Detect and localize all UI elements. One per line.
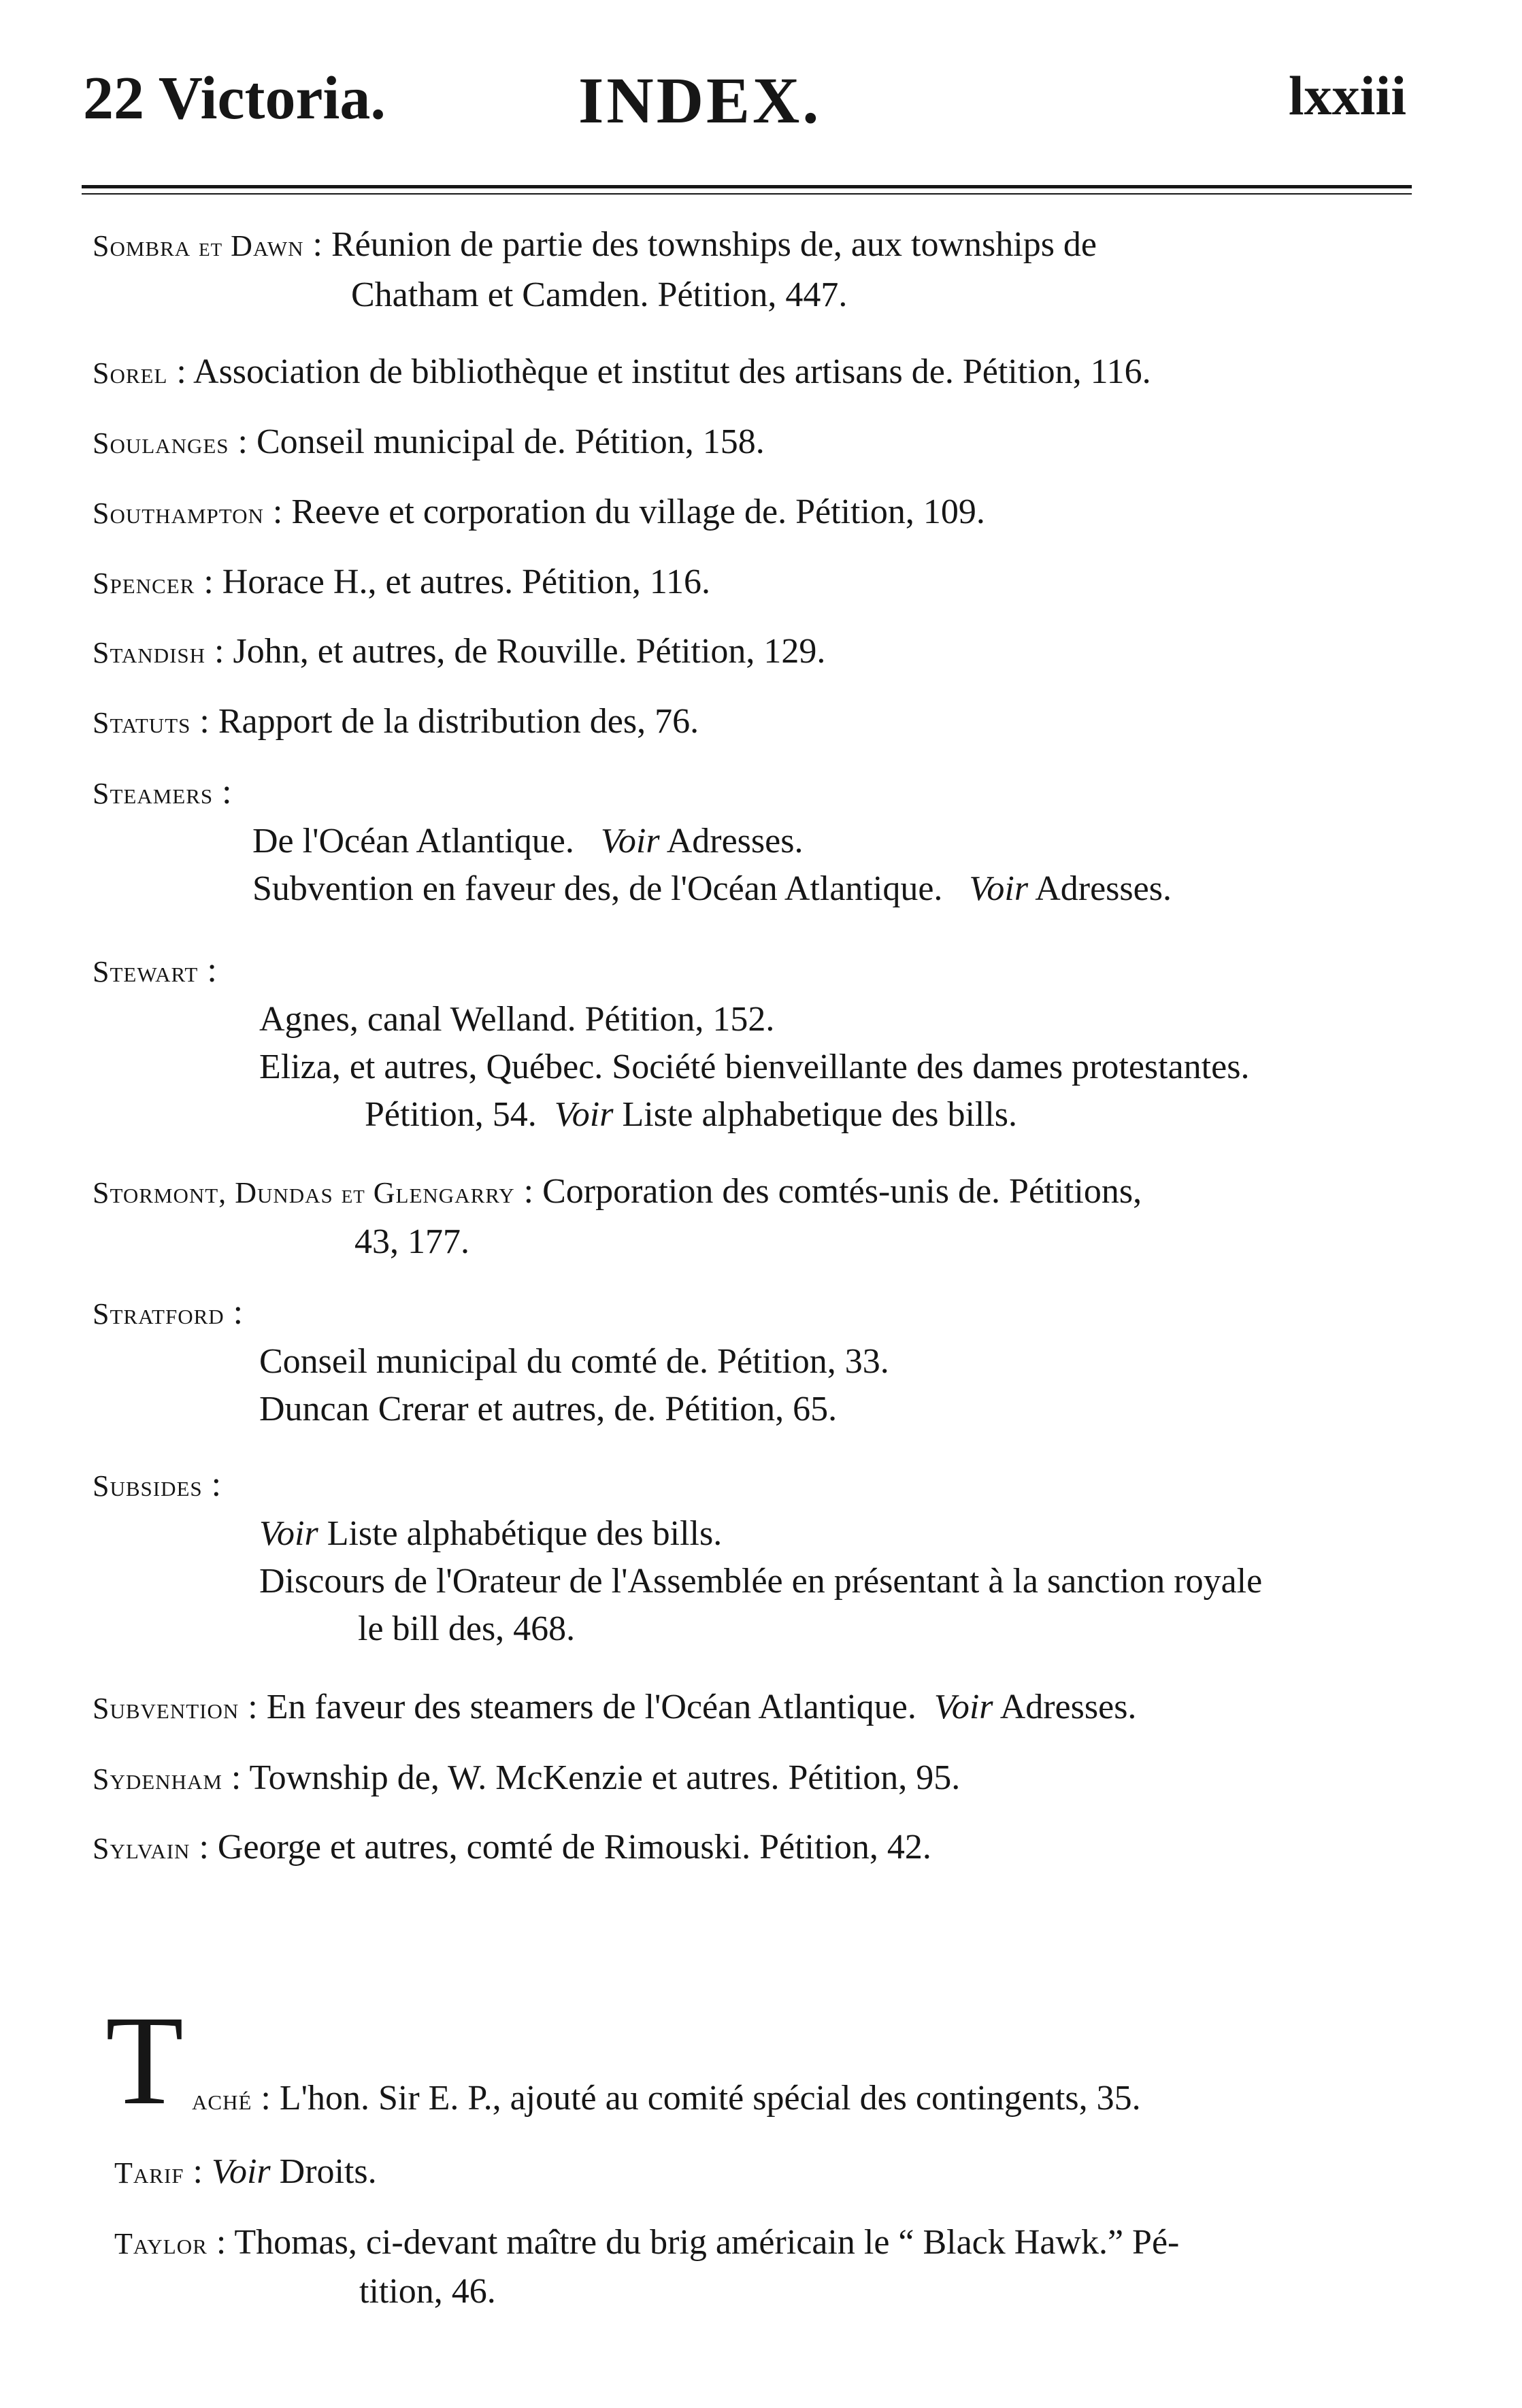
sub-entry: Voir Liste alphabétique des bills. (259, 1514, 723, 1553)
sub-entry: Subvention en faveur des, de l'Océan Atlantique. Voir Adresses. (252, 869, 1172, 908)
entry-line (93, 221, 1436, 271)
entry-text: L'hon. Sir E. P., ajouté au comité spécial des contingents, 35. (279, 2079, 1141, 2118)
index-entry-southampton (93, 488, 1436, 537)
heading-separator: : (272, 492, 283, 531)
entry-heading: Statuts (93, 706, 191, 739)
see-reference: Voir (211, 2152, 271, 2191)
heading-part: Dawn (231, 229, 304, 263)
index-entry-stewart (93, 947, 1436, 1139)
heading-separator: : (237, 422, 248, 461)
heading-separator: : (261, 2079, 271, 2118)
entry-text: Droits. (279, 2152, 377, 2191)
see-reference: Voir (600, 822, 660, 860)
entry-text: Thomas, ci-devant maître du brig américain le “ Black Hawk.” Pé- (234, 2223, 1180, 2262)
see-reference: Voir (969, 869, 1029, 908)
heading-separator: : (523, 1172, 534, 1211)
heading-separator: : (176, 352, 186, 391)
entry-text: Township de, W. McKenzie et autres. Pétition, 95. (249, 1758, 961, 1797)
entry-heading: Subsides (93, 1469, 203, 1503)
index-entry-sorel (93, 348, 1436, 397)
entry-heading: Soulanges (93, 427, 229, 460)
sub-entry: Duncan Crerar et autres, de. Pétition, 65. (259, 1390, 838, 1428)
heading-separator: : (203, 563, 214, 601)
sub-entry-continued: Pétition, 54. Voir Liste alphabetique des bills. (365, 1095, 1018, 1134)
index-entry-standish (93, 628, 1436, 677)
entry-heading: Spencer (93, 567, 195, 600)
entry-text-continued: 43, 177. (354, 1222, 469, 1261)
entry-heading: Sorel (93, 356, 168, 390)
heading-separator: : (211, 1465, 222, 1504)
entry-text: Rapport de la distribution des, 76. (218, 702, 699, 741)
header-rule-thick (82, 185, 1412, 188)
entry-heading: Sylvain (93, 1832, 191, 1865)
sub-entry: Agnes, canal Welland. Pétition, 152. (259, 1000, 775, 1039)
see-reference: Voir (554, 1095, 614, 1134)
entry-line (93, 1168, 1436, 1218)
heading-separator: : (199, 702, 210, 741)
index-entry-sylvain (93, 1824, 1436, 1873)
entry-text: Horace H., et autres. Pétition, 116. (222, 563, 710, 601)
entry-text: Association de bibliothèque et institut des artisans de. Pétition, 116. (193, 352, 1151, 391)
entry-text: En faveur des steamers de l'Océan Atlantique. (266, 1688, 916, 1726)
entry-text: Corporation des comtés-unis de. Pétitions, (542, 1172, 1142, 1211)
index-entry-spencer (93, 558, 1436, 607)
entry-heading (93, 229, 304, 263)
entry-heading: Taylor (114, 2227, 208, 2260)
header-rule-thin (82, 193, 1412, 195)
running-head-left: 22 Victoria. (83, 65, 386, 132)
entry-heading: Stratford (93, 1297, 225, 1331)
heading-part: Sombra (93, 229, 191, 263)
sub-entry: Conseil municipal du comté de. Pétition, 33. (259, 1342, 889, 1381)
entry-heading: Subvention (93, 1692, 239, 1725)
sub-entry: Eliza, et autres, Québec. Société bienveillante des dames protestantes. (259, 1048, 1250, 1086)
entry-heading: aché (192, 2083, 252, 2116)
entry-heading: Standish (93, 636, 206, 669)
index-entry-sombra (93, 221, 1436, 319)
index-entry-tarif (114, 2148, 1458, 2197)
heading-separator: : (222, 773, 232, 812)
entry-heading: Tarif (114, 2156, 184, 2190)
drop-cap: T (105, 1989, 184, 2131)
index-entry-sydenham (93, 1754, 1436, 1803)
heading-connector: et (199, 233, 223, 262)
entry-text: Conseil municipal de. Pétition, 158. (256, 422, 765, 461)
index-entry-tache (192, 2075, 1437, 2124)
entry-heading: Stormont, Dundas et Glengarry (93, 1176, 515, 1209)
entry-heading: Southampton (93, 497, 264, 530)
entry-heading: Stewart (93, 955, 199, 988)
index-entry-subsides (93, 1461, 1436, 1653)
index-entry-subvention: Subvention : En faveur des steamers de l'Océan Atlantique. Voir Adresses. (93, 1688, 1137, 1726)
see-reference: Voir (933, 1688, 993, 1726)
entry-heading: Steamers (93, 777, 214, 810)
heading-separator: : (207, 951, 217, 990)
entry-text: Réunion de partie des townships de, aux townships de (331, 225, 1097, 264)
page-number: lxxiii (1288, 65, 1406, 127)
entry-text-continued: Chatham et Camden. Pétition, 447. (351, 275, 848, 314)
see-reference: Voir (259, 1514, 318, 1553)
index-entry-taylor (114, 2219, 1438, 2315)
heading-separator: : (216, 2223, 227, 2262)
entry-text: John, et autres, de Rouville. Pétition, 129. (233, 632, 826, 671)
entry-heading: Sydenham (93, 1762, 222, 1796)
sub-entry: Discours de l'Orateur de l'Assemblée en présentant à la sanction royale (259, 1562, 1263, 1601)
heading-separator: : (312, 225, 322, 264)
entry-text-continued: tition, 46. (359, 2272, 496, 2311)
sub-entry-continued: le bill des, 468. (358, 1609, 576, 1648)
heading-separator: : (199, 1828, 209, 1867)
heading-separator: : (233, 1293, 244, 1332)
heading-connector: et (341, 1180, 365, 1209)
index-entry-stormont (93, 1168, 1436, 1266)
index-entry-stratford (93, 1289, 1436, 1433)
heading-separator: : (248, 1688, 258, 1726)
index-entry-soulanges (93, 418, 1436, 467)
index-entry-steamers (93, 769, 1436, 913)
entry-text: George et autres, comté de Rimouski. Pétition, 42. (217, 1828, 931, 1867)
entry-text: Reeve et corporation du village de. Pétition, 109. (291, 492, 985, 531)
sub-entry: De l'Océan Atlantique. Voir Adresses. (252, 822, 804, 860)
heading-separator: : (231, 1758, 242, 1797)
heading-separator: : (193, 2152, 203, 2191)
index-entry-statuts (93, 698, 1436, 747)
running-head-center: INDEX. (578, 64, 822, 137)
heading-separator: : (214, 632, 225, 671)
